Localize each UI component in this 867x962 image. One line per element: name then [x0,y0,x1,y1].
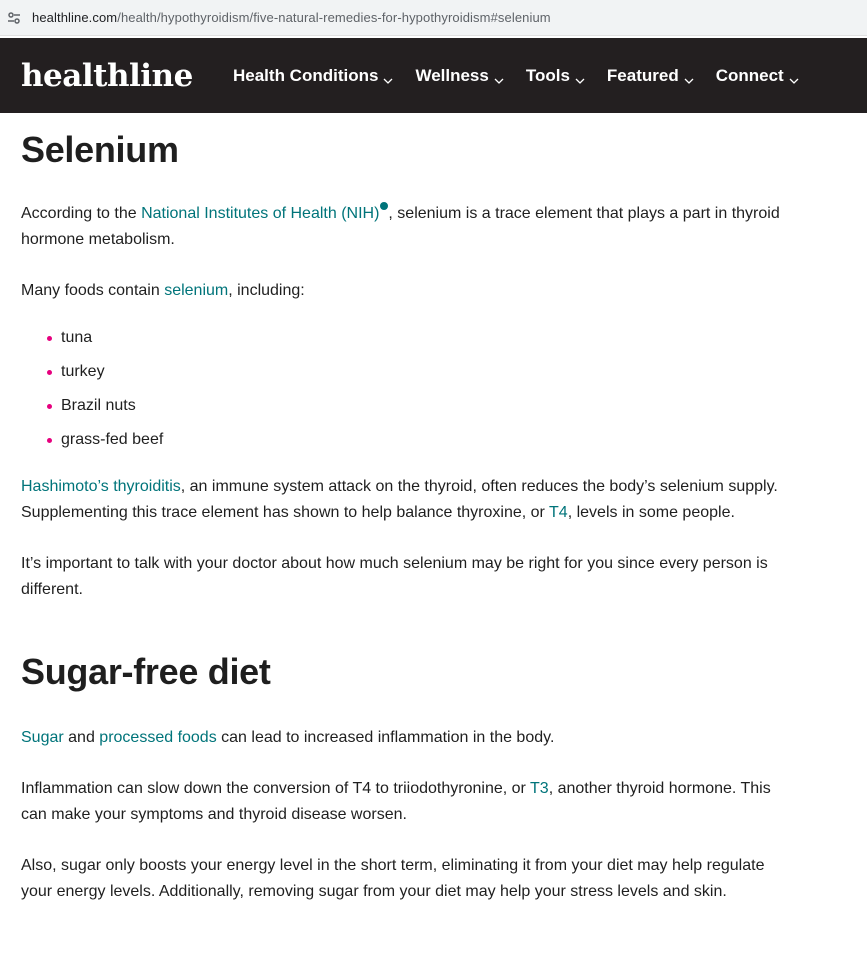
nav-label: Featured [606,65,679,85]
bullet-icon [47,404,52,409]
text: and [63,729,100,746]
text: Inflammation can slow down the conversion of T4 to triiodothyronine, or [21,780,531,797]
nav-featured[interactable] [607,66,694,86]
list-item [21,355,781,389]
link-sugar[interactable]: Sugar [21,729,64,746]
text: , including: [228,282,305,299]
url-path: /health/hypothyroidism/five-natural-remedies-for-hypothyroidism#selenium [117,10,551,25]
chevron-down-icon [494,71,504,81]
text: , levels in some people. [567,504,735,521]
nav-label: Wellness [415,65,489,85]
site-header [0,38,867,113]
text: Many foods contain [21,282,165,299]
chevron-down-icon [684,71,694,81]
nav-connect[interactable] [716,66,799,86]
article-body [0,129,781,905]
text: can lead to increased inflammation in the body. [216,729,555,746]
paragraph [21,278,781,304]
bullet-icon [47,438,52,443]
link-hashimotos[interactable]: Hashimoto’s thyroiditis [21,478,181,495]
site-info-icon[interactable] [6,10,22,26]
link-processed-foods[interactable]: processed foods [99,729,217,746]
paragraph [21,776,781,828]
chevron-down-icon [789,71,799,81]
section-heading-selenium: Selenium [21,129,179,170]
nav-health-conditions[interactable] [233,66,393,86]
paragraph [21,853,781,905]
paragraph [21,201,781,253]
text: Also, sugar only boosts your energy level in the short term, eliminating it from your diet may help regulate your energy levels. Additionally, removing sugar from your diet may help your stress levels and skin. [21,857,765,900]
text: , an immune system attack on the thyroid, often reduces the body’s selenium supply. Supplementing this trace element has shown to help balance thyroxine, or [21,478,778,521]
browser-address-bar[interactable] [0,0,867,36]
list-item-text: tuna [61,329,93,346]
nav-label: Connect [715,65,784,85]
paragraph [21,551,781,603]
foods-list [21,321,781,457]
list-item [21,423,781,457]
nav-label: Health Conditions [233,65,379,85]
text: It’s important to talk with your doctor about how much selenium may be right for you since every person is different. [21,555,768,598]
list-item-text: turkey [61,363,105,380]
url-text[interactable] [32,10,551,25]
link-t3[interactable]: T3 [530,780,549,797]
nav-tools[interactable] [526,66,585,86]
nav-label: Tools [525,65,570,85]
chevron-down-icon [383,71,393,81]
url-host: healthline.com [32,10,118,25]
chevron-down-icon [575,71,585,81]
list-item-text: Brazil nuts [61,397,136,414]
link-t4[interactable]: T4 [549,504,568,521]
main-nav [233,66,821,86]
link-nih[interactable]: National Institutes of Health (NIH) [141,205,380,222]
list-item [21,389,781,423]
text: , selenium is a trace element that plays a part in thyroid hormone metabolism. [21,205,780,248]
list-item-text: grass-fed beef [61,431,164,448]
text: According to the [21,205,142,222]
paragraph [21,474,781,526]
bullet-icon [47,370,52,375]
link-selenium[interactable]: selenium [164,282,229,299]
text: , another thyroid hormone. This can make your symptoms and thyroid disease worsen. [21,780,771,823]
list-item [21,321,781,355]
paragraph [21,725,781,751]
section-heading-sugar-free-diet: Sugar-free diet [21,651,271,692]
healthline-logo[interactable]: healthline [21,57,193,94]
nav-wellness[interactable] [415,66,503,86]
bullet-icon [47,336,52,341]
